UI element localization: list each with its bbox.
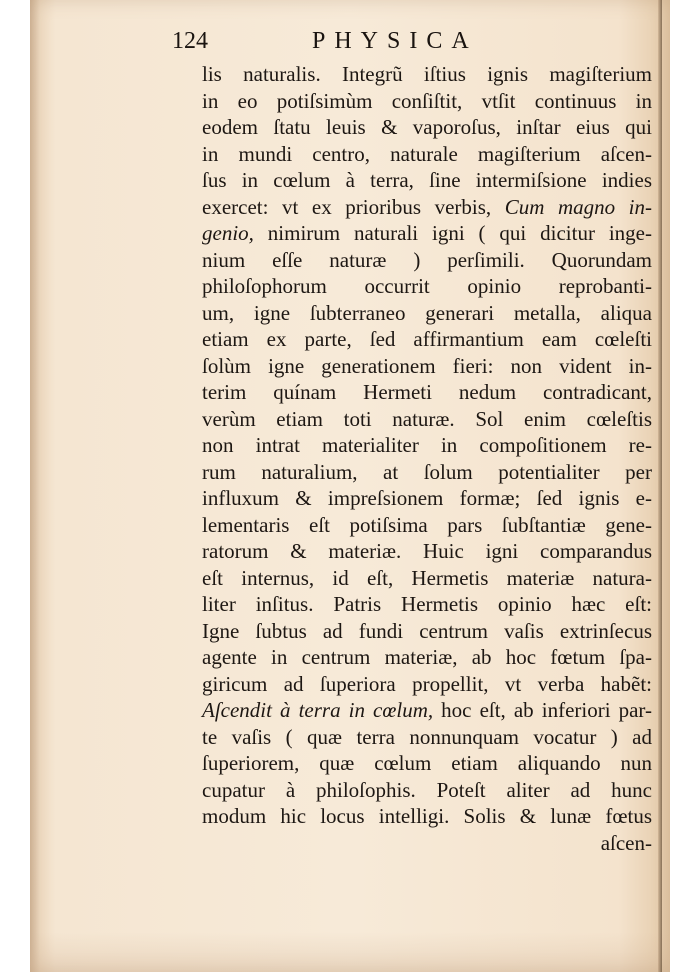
catchword: aſcen- xyxy=(600,830,652,855)
body-text xyxy=(202,61,652,856)
text-line xyxy=(202,194,652,221)
text-line: ſus in cœlum à terra, ſine intermiſsione indies xyxy=(202,168,652,192)
text-line: etiam ex parte, ſed affirmantium eam cœleſti xyxy=(202,327,652,351)
book-page xyxy=(30,0,670,972)
text-line: modum hic locus intelligi. Solis & lunæ fœtus xyxy=(202,804,652,828)
text-line: te vaſis ( quæ terra nonnunquam vocatur ) ad xyxy=(202,724,652,749)
text-line: um, igne ſubterraneo generari metalla, aliqua xyxy=(202,300,652,325)
running-head: PHYSICA xyxy=(312,28,478,54)
page-edge-shadow xyxy=(30,932,670,972)
text-line: influxum & impreſsionem formæ; ſed ignis e- xyxy=(202,486,652,510)
italic-phrase: Aſcendit à terra in cœlum, xyxy=(202,698,434,722)
text-line: rum naturalium, at ſolum potentialiter per xyxy=(202,459,652,484)
text-line: non intrat materialiter in compoſitionem re- xyxy=(202,433,652,457)
text-line: ſuperiorem, quæ cœlum etiam aliquando nun xyxy=(202,751,652,775)
text-line-roman: nimirum naturali igni ( qui dicitur inge- xyxy=(253,221,652,245)
italic-phrase: genio, xyxy=(202,221,254,245)
text-line xyxy=(202,220,652,247)
text-line xyxy=(202,697,652,724)
text-line: agente in centrum materiæ, ab hoc fœtum ſpa- xyxy=(202,645,652,669)
text-line: lis naturalis. Integrũ iſtius ignis magiſterium xyxy=(202,62,652,86)
text-line-roman: hoc eſt, ab inferiori par- xyxy=(433,698,652,722)
text-line: cupatur à philoſophis. Poteſt aliter ad hunc xyxy=(202,777,652,802)
text-line: giricum ad ſuperiora propellit, vt verba habẽt: xyxy=(202,671,652,696)
text-line: ſolùm igne generationem fieri: non vident in- xyxy=(202,353,652,378)
page-number: 124 xyxy=(172,28,208,54)
page-header xyxy=(172,28,652,58)
text-line: terim quínam Hermeti nedum contradicant, xyxy=(202,380,652,404)
text-line: ratorum & materiæ. Huic igni comparandus xyxy=(202,539,652,563)
italic-phrase: Cum magno in- xyxy=(504,194,652,219)
text-line: philoſophorum occurrit opinio reprobanti- xyxy=(202,274,652,298)
text-line: verùm etiam toti naturæ. Sol enim cœleſtis xyxy=(202,406,652,431)
text-line-roman: exercet: vt ex prioribus verbis, xyxy=(202,194,505,219)
text-line: liter inſitus. Patris Hermetis opinio hæc eſt: xyxy=(202,592,652,616)
text-line: lementaris eſt potiſsima pars ſubſtantiæ gene- xyxy=(202,512,652,537)
text-line: in mundi centro, naturale magiſterium aſcen- xyxy=(202,141,652,166)
text-line: eſt internus, id eſt, Hermetis materiæ natura- xyxy=(202,565,652,590)
text-line: in eo potiſsimùm conſiſtit, vtſit continuus in xyxy=(202,88,652,113)
text-line: eodem ſtatu leuis & vaporoſus, inſtar eius qui xyxy=(202,115,652,139)
text-line: Igne ſubtus ad fundi centrum vaſis extrinſecus xyxy=(202,618,652,643)
text-line: nium eſſe naturæ ) perſimili. Quorundam xyxy=(202,247,652,272)
